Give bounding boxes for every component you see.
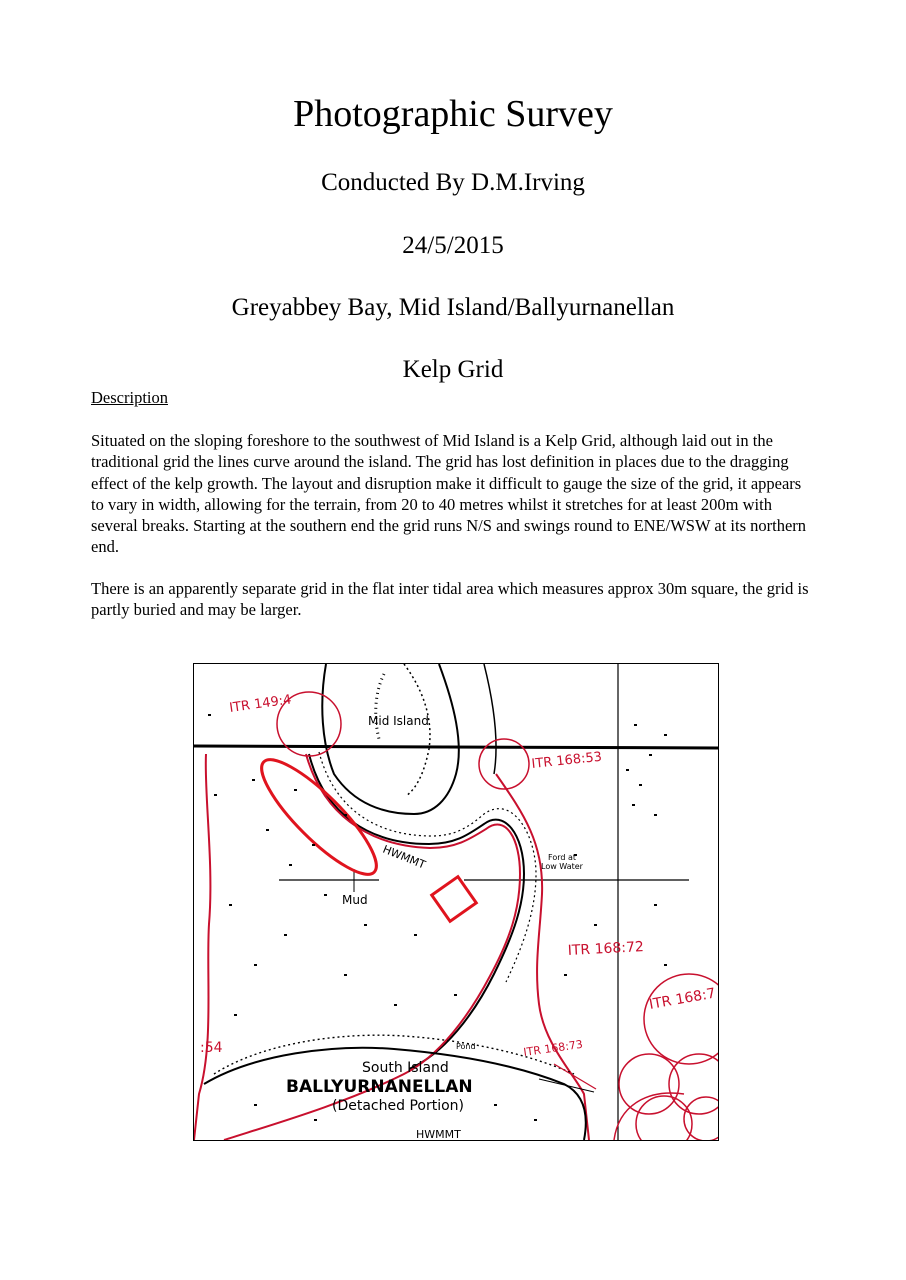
survey-circle	[684, 1097, 718, 1140]
map-label-pond: Pond	[456, 1042, 476, 1051]
map-label-itr: ITR 168:72	[567, 939, 645, 959]
map-grid-line	[194, 746, 718, 748]
mid-island-cliff	[376, 674, 384, 739]
map-label-low-water: Low Water	[541, 862, 583, 871]
kelp-grid-ellipse	[248, 746, 389, 887]
separate-grid-square	[432, 877, 477, 922]
site-map	[193, 663, 719, 1141]
annotation-arrow	[554, 1064, 596, 1089]
survey-circle	[669, 1054, 718, 1114]
map-drawing	[194, 664, 718, 1140]
survey-date: 24/5/2015	[402, 232, 504, 259]
survey-subject: Kelp Grid	[402, 356, 504, 383]
survey-circle	[619, 1054, 679, 1114]
map-label-mud: Mud	[342, 893, 368, 907]
map-label-detached-portion: (Detached Portion)	[332, 1098, 464, 1114]
shoreline-hwmmt	[309, 754, 524, 1069]
description-paragraph: Situated on the sloping foreshore to the southwest of Mid Island is a Kelp Grid, although laid out in the traditional grid the lines curve around the island. The grid has lost definition in places due to the dragging effect of the kelp growth. The layout and disruption make it difficult to gauge the size of the grid, it appears to vary in width, allowing for the terrain, from 20 to 40 metres whilst it stretches for at least 200m with several breaks. Starting at the southern end the grid runs N/S and swings round to ENE/WSW at its northern end.	[91, 431, 807, 557]
description-paragraph: There is an apparently separate grid in the flat inter tidal area which measures approx 30m square, the grid is partly buried and may be larger.	[91, 579, 809, 620]
mid-island-outline	[322, 664, 459, 814]
map-label-itr: ITR 168:73	[522, 1037, 584, 1059]
description-heading: Description	[91, 388, 168, 407]
map-label-townland: BALLYURNANELLAN	[286, 1077, 473, 1097]
map-label-ford: Ford at	[548, 853, 577, 862]
map-label-south-island: South Island	[362, 1060, 449, 1076]
map-label-hwmmt: HWMMT	[380, 842, 428, 872]
map-label-mid-island: Mid Island	[368, 714, 429, 728]
annotation-arrow	[539, 1079, 594, 1092]
map-label-hwmmt-lower: HWMMT	[416, 1128, 461, 1140]
mid-island-shore	[484, 664, 496, 774]
map-label-itr: ITR 168:53	[530, 749, 603, 772]
map-label-itr: ITR 149:4	[228, 692, 293, 716]
author-line: Conducted By D.M.Irving	[321, 169, 585, 196]
map-label-itr: ITR 168:7	[647, 985, 717, 1013]
map-label-itr: :54	[200, 1040, 223, 1056]
page-title: Photographic Survey	[293, 93, 613, 135]
survey-location: Greyabbey Bay, Mid Island/Ballyurnanellan	[231, 294, 675, 321]
mid-island-cliff	[404, 664, 430, 796]
